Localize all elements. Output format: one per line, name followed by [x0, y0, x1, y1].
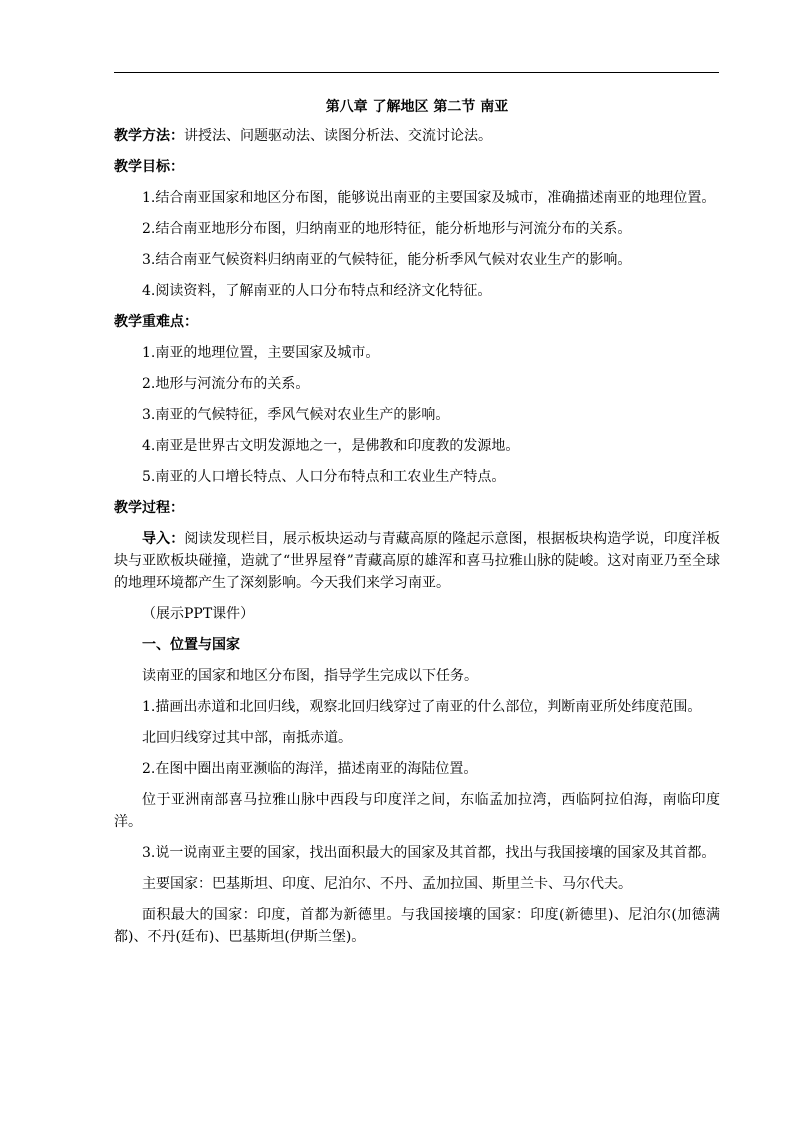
ppt-note: （展示PPT课件） — [142, 606, 255, 622]
teaching-method-label: 教学方法： — [114, 128, 184, 144]
goal-item: 2.结合南亚地形分布图，归纳南亚的地形特征，能分析地形与河流分布的关系。 — [142, 221, 632, 237]
process-paragraph: 主要国家：巴基斯坦、印度、尼泊尔、不丹、孟加拉国、斯里兰卡、马尔代夫。 — [142, 876, 632, 892]
key-points-heading: 教学重难点： — [114, 314, 198, 330]
process-paragraph: 读南亚的国家和地区分布图，指导学生完成以下任务。 — [142, 668, 478, 684]
key-point-item: 5.南亚的人口增长特点、人口分布特点和工农业生产特点。 — [142, 469, 506, 485]
process-paragraph: 2.在图中圈出南亚濒临的海洋，描述南亚的海陆位置。 — [142, 761, 478, 777]
intro-label: 导入： — [142, 531, 185, 547]
teaching-method-text: 讲授法、问题驱动法、读图分析法、交流讨论法。 — [184, 128, 492, 144]
teaching-method — [114, 125, 720, 147]
key-point-item: 3.南亚的气候特征，季风气候对农业生产的影响。 — [142, 407, 450, 423]
key-point-item: 2.地形与河流分布的关系。 — [142, 376, 310, 392]
document-title: 第八章 了解地区 第二节 南亚 — [325, 99, 509, 115]
document-body — [114, 96, 720, 957]
section1-heading: 一、位置与国家 — [142, 637, 240, 653]
goal-item: 4.阅读资料，了解南亚的人口分布特点和经济文化特征。 — [142, 283, 492, 299]
intro-text: 阅读发现栏目，展示板块运动与青藏高原的隆起示意图，根据板块构造学说，印度洋板块与亚欧板块碰撞，造就了“世界屋脊”青藏高原的雄浑和喜马拉雅山脉的陡峻。这对南亚乃至全球的地理环境都产生了深刻影响。今天我们来学习南亚。 — [114, 531, 721, 591]
goal-item: 3.结合南亚气候资料归纳南亚的气候特征，能分析季风气候对农业生产的影响。 — [142, 252, 632, 268]
process-paragraph: 北回归线穿过其中部，南抵赤道。 — [142, 730, 352, 746]
process-paragraph: 位于亚洲南部喜马拉雅山脉中西段与印度洋之间，东临孟加拉湾，西临阿拉伯海，南临印度洋。 — [114, 792, 720, 830]
process-paragraph: 面积最大的国家：印度，首都为新德里。与我国接壤的国家：印度(新德里)、尼泊尔(加德满都)、不丹(廷布)、巴基斯坦(伊斯兰堡)。 — [114, 907, 720, 945]
goals-heading: 教学目标： — [114, 159, 184, 175]
header-rule — [114, 72, 719, 73]
key-point-item: 1.南亚的地理位置，主要国家及城市。 — [142, 345, 380, 361]
process-paragraph: 1.描画出赤道和北回归线，观察北回归线穿过了南亚的什么部位，判断南亚所处纬度范围。 — [142, 699, 702, 715]
process-paragraph: 3.说一说南亚主要的国家，找出面积最大的国家及其首都，找出与我国接壤的国家及其首都。 — [142, 845, 716, 861]
goal-item: 1.结合南亚国家和地区分布图，能够说出南亚的主要国家及城市，准确描述南亚的地理位置。 — [142, 190, 716, 206]
process-heading: 教学过程： — [114, 500, 184, 516]
key-point-item: 4.南亚是世界古文明发源地之一，是佛教和印度教的发源地。 — [142, 438, 520, 454]
intro-paragraph — [114, 528, 720, 594]
